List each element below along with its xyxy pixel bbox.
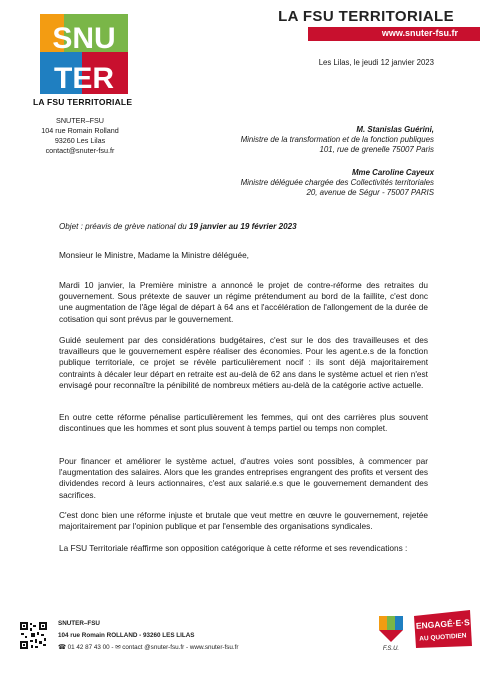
snuter-logo	[40, 14, 128, 94]
paragraph-2: Guidé seulement par des considérations budgétaires, c'est sur le dos des travailleuses et des travailleurs que le gouvernement espère réaliser des économies. Pour les agent.e.s de la fonction publique territoriale, ce projet se révèle particulièrement nocif : ils sont déjà majoritairement contraints à décaler leur départ en retraite est au-delà de 62 ans dans le système actuel et rien n'est envisagé pour reconnaître la pénibilité de nombreux métiers au-delà de la catégorie active actuelle.	[59, 335, 428, 390]
paragraph-6: La FSU Territoriale réaffirme son opposition catégorique à cette réforme et ses revendications :	[59, 543, 408, 553]
sender-email[interactable]: contact@snuter-fsu.fr	[45, 146, 115, 155]
subject-line	[59, 222, 297, 231]
salutation: Monsieur le Ministre, Madame la Ministre déléguée,	[59, 250, 249, 260]
recipient-2	[241, 168, 434, 198]
subject-prefix: Objet : préavis de grève national du	[59, 222, 190, 231]
subject-dates: 19 janvier au 19 février 2023	[189, 222, 297, 231]
recipient-name: Mme Caroline Cayeux	[351, 168, 434, 177]
engage-sticker	[412, 610, 474, 648]
recipient-1	[241, 125, 434, 155]
logo-text-ter: TER	[54, 62, 114, 94]
qr-code-icon	[20, 622, 47, 649]
date-line: Les Lilas, le jeudi 12 janvier 2023	[318, 58, 434, 67]
paragraph-4: Pour financer et améliorer le système actuel, d'autres voies sont possibles, à commencer par l'augmentation des salaires. Alors que les grandes entreprises engrangent des profits et versent des dividendes record à leurs actionnaires, c'est aux salarié.e.s que le gouvernement demandent des sacrifices.	[59, 456, 428, 500]
footer-contact: ☎ 01 42 87 43 00 - ✉ contact @snuter-fsu.fr - www.snuter-fsu.fr	[58, 644, 239, 651]
sender-block	[40, 116, 120, 156]
fsu-logo	[376, 614, 408, 652]
recipient-address: 20, avenue de Ségur - 75007 PARIS	[306, 188, 434, 197]
brand-title: LA FSU TERRITORIALE	[278, 8, 454, 25]
recipient-title: Ministre de la transformation et de la fonction publiques	[240, 135, 434, 144]
sticker-line1: ENGAGÉ·E·S	[415, 617, 470, 631]
paragraph-1: Mardi 10 janvier, la Première ministre a annoncé le projet de contre-réforme des retraites du gouvernement. Sous prétexte de sauver un régime prétendument au bord de la faillite, c'est donc une augmentation de l'âge légal de départ à 64 ans et l'accélération de l'allongement de la durée de cotisation qui sont prévus par le gouvernement.	[59, 280, 428, 324]
logo-text-snu: SNU	[52, 22, 116, 55]
recipient-name: M. Stanislas Guérini,	[356, 125, 434, 134]
paragraph-5: C'est donc bien une réforme injuste et brutale que veut mettre en œuvre le gouvernement, rejetée majoritairement par l'opinion publique et par l'ensemble des organisations syndicales.	[59, 510, 428, 532]
recipient-title: Ministre déléguée chargée des Collectivités territoriales	[240, 178, 434, 187]
sender-address: 104 rue Romain Rolland	[41, 126, 119, 135]
brand-url[interactable]: www.snuter-fsu.fr	[381, 28, 458, 38]
footer-org: SNUTER–FSU	[58, 620, 100, 627]
sticker-line2: AU QUOTIDIEN	[419, 632, 467, 643]
recipient-address: 101, rue de grenelle 75007 Paris	[319, 145, 434, 154]
brand-url-bar	[308, 27, 480, 41]
paragraph-3: En outre cette réforme pénalise particulièrement les femmes, qui ont des carrières plus souvent discontinues que les hommes et sont plus souvent à temps partiel ou temps non complet.	[59, 412, 428, 434]
sender-name: SNUTER–FSU	[56, 116, 104, 125]
logo-subtitle: LA FSU TERRITORIALE	[33, 97, 133, 107]
sender-city: 93260 Les Lilas	[54, 136, 106, 145]
fsu-logo-text: F.S.U.	[382, 646, 400, 652]
footer-address: 104 rue Romain ROLLAND - 93260 LES LILAS	[58, 632, 195, 639]
